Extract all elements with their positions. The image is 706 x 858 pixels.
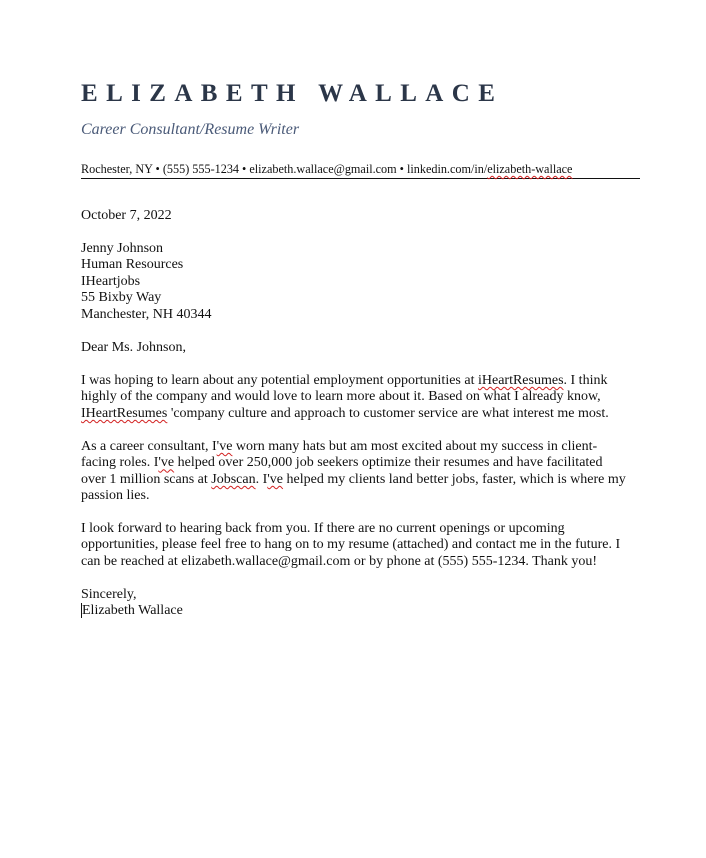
header-title: Career Consultant/Resume Writer bbox=[81, 121, 300, 138]
text-run: I was hoping to learn about any potential employment opportunities at bbox=[81, 373, 478, 388]
signature-line[interactable] bbox=[81, 603, 643, 619]
recipient-address bbox=[81, 241, 643, 323]
text-run: As a career consultant, I bbox=[81, 439, 217, 454]
paragraph-line bbox=[81, 439, 643, 455]
text-run: over 1 million scans at bbox=[81, 471, 212, 487]
text-run: worn many hats but am most excited about my success in client- bbox=[232, 439, 598, 454]
paragraph-line bbox=[81, 472, 643, 488]
text-run: . I bbox=[255, 471, 268, 487]
text-run: helped my clients land better jobs, faster, which is where my bbox=[283, 471, 626, 487]
text-run: . I think bbox=[563, 373, 608, 388]
paragraph-line bbox=[81, 455, 643, 471]
paragraph-line: I look forward to hearing back from you. If there are no current openings or upcoming bbox=[81, 521, 565, 536]
misspelled-word: IHeartResumes bbox=[81, 405, 168, 421]
recipient-street: 55 Bixby Way bbox=[81, 290, 162, 306]
recipient-department: Human Resources bbox=[81, 257, 184, 273]
paragraph-3 bbox=[81, 521, 643, 570]
misspelled-word: 've bbox=[158, 455, 175, 471]
paragraph-1 bbox=[81, 373, 643, 422]
recipient-company: IHeartjobs bbox=[81, 273, 141, 289]
misspelled-word: Jobscan bbox=[211, 471, 256, 487]
contact-handle-misspelled: elizabeth-wallace bbox=[487, 162, 573, 176]
paragraph-line: opportunities, please feel free to hang on to my resume (attached) and contact me in the future. I bbox=[81, 537, 621, 553]
closing: Sincerely, bbox=[81, 587, 137, 602]
paragraph-line: can be reached at elizabeth.wallace@gmail.com or by phone at (555) 555-1234. Thank you! bbox=[81, 553, 598, 569]
paragraph-line bbox=[81, 373, 643, 389]
text-run: facing roles. I bbox=[81, 455, 159, 471]
misspelled-word: 've bbox=[267, 471, 284, 487]
greeting: Dear Ms. Johnson, bbox=[81, 340, 186, 355]
recipient-city: Manchester, NH 40344 bbox=[81, 306, 212, 322]
text-run: helped over 250,000 job seekers optimize their resumes and have facilitated bbox=[174, 455, 603, 471]
paragraph-line: passion lies. bbox=[81, 488, 150, 504]
recipient-name: Jenny Johnson bbox=[81, 241, 164, 256]
contact-line bbox=[81, 162, 640, 179]
paragraph-2 bbox=[81, 439, 643, 505]
contact-prefix: Rochester, NY • (555) 555-1234 • elizabeth.wallace@gmail.com • linkedin.com/in/ bbox=[81, 162, 488, 176]
closing-block bbox=[81, 587, 643, 620]
letter-date: October 7, 2022 bbox=[81, 208, 172, 223]
signature: Elizabeth Wallace bbox=[82, 603, 183, 619]
header-name: ELIZABETH WALLACE bbox=[81, 80, 504, 107]
misspelled-word: 've bbox=[216, 439, 233, 454]
paragraph-line: highly of the company and would love to learn more about it. Based on what I already know, bbox=[81, 389, 601, 405]
text-run: 'company culture and approach to customer service are what interest me most. bbox=[167, 405, 609, 421]
paragraph-line bbox=[81, 406, 643, 422]
misspelled-word: iHeartResumes bbox=[477, 373, 564, 388]
